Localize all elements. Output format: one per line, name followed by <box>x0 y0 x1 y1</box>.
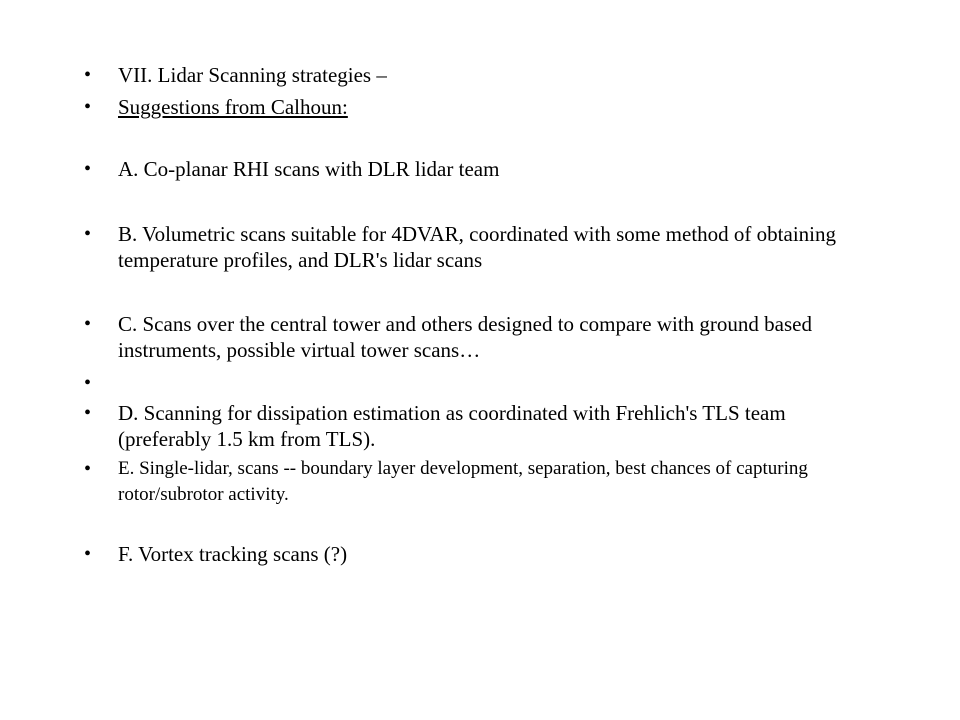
bullet-icon: • <box>84 543 92 565</box>
bullet-icon: • <box>84 96 92 118</box>
bullet-icon: • <box>84 158 92 180</box>
item-a: A. Co-planar RHI scans with DLR lidar team <box>118 157 500 181</box>
item-e: E. Single-lidar, scans -- boundary layer development, separation, best chances of capturing rotor/subrotor activity. <box>118 458 808 505</box>
item-c: C. Scans over the central tower and others designed to compare with ground based instruments, possible virtual tower scans… <box>118 312 812 362</box>
bullet-icon: • <box>84 313 92 335</box>
bullet-icon: • <box>84 223 92 245</box>
item-d: D. Scanning for dissipation estimation as coordinated with Frehlich's TLS team (preferably 1.5 km from TLS). <box>118 401 786 451</box>
slide-title: VII. Lidar Scanning strategies – <box>118 63 387 87</box>
bullet-icon: • <box>84 372 92 394</box>
bullet-icon: • <box>84 402 92 424</box>
bullet-icon: • <box>84 458 92 480</box>
item-b: B. Volumetric scans suitable for 4DVAR, coordinated with some method of obtaining temperature profiles, and DLR's lidar scans <box>118 222 836 272</box>
subtitle: Suggestions from Calhoun: <box>118 95 348 119</box>
item-f: F. Vortex tracking scans (?) <box>118 542 348 566</box>
bullet-icon: • <box>84 64 92 86</box>
